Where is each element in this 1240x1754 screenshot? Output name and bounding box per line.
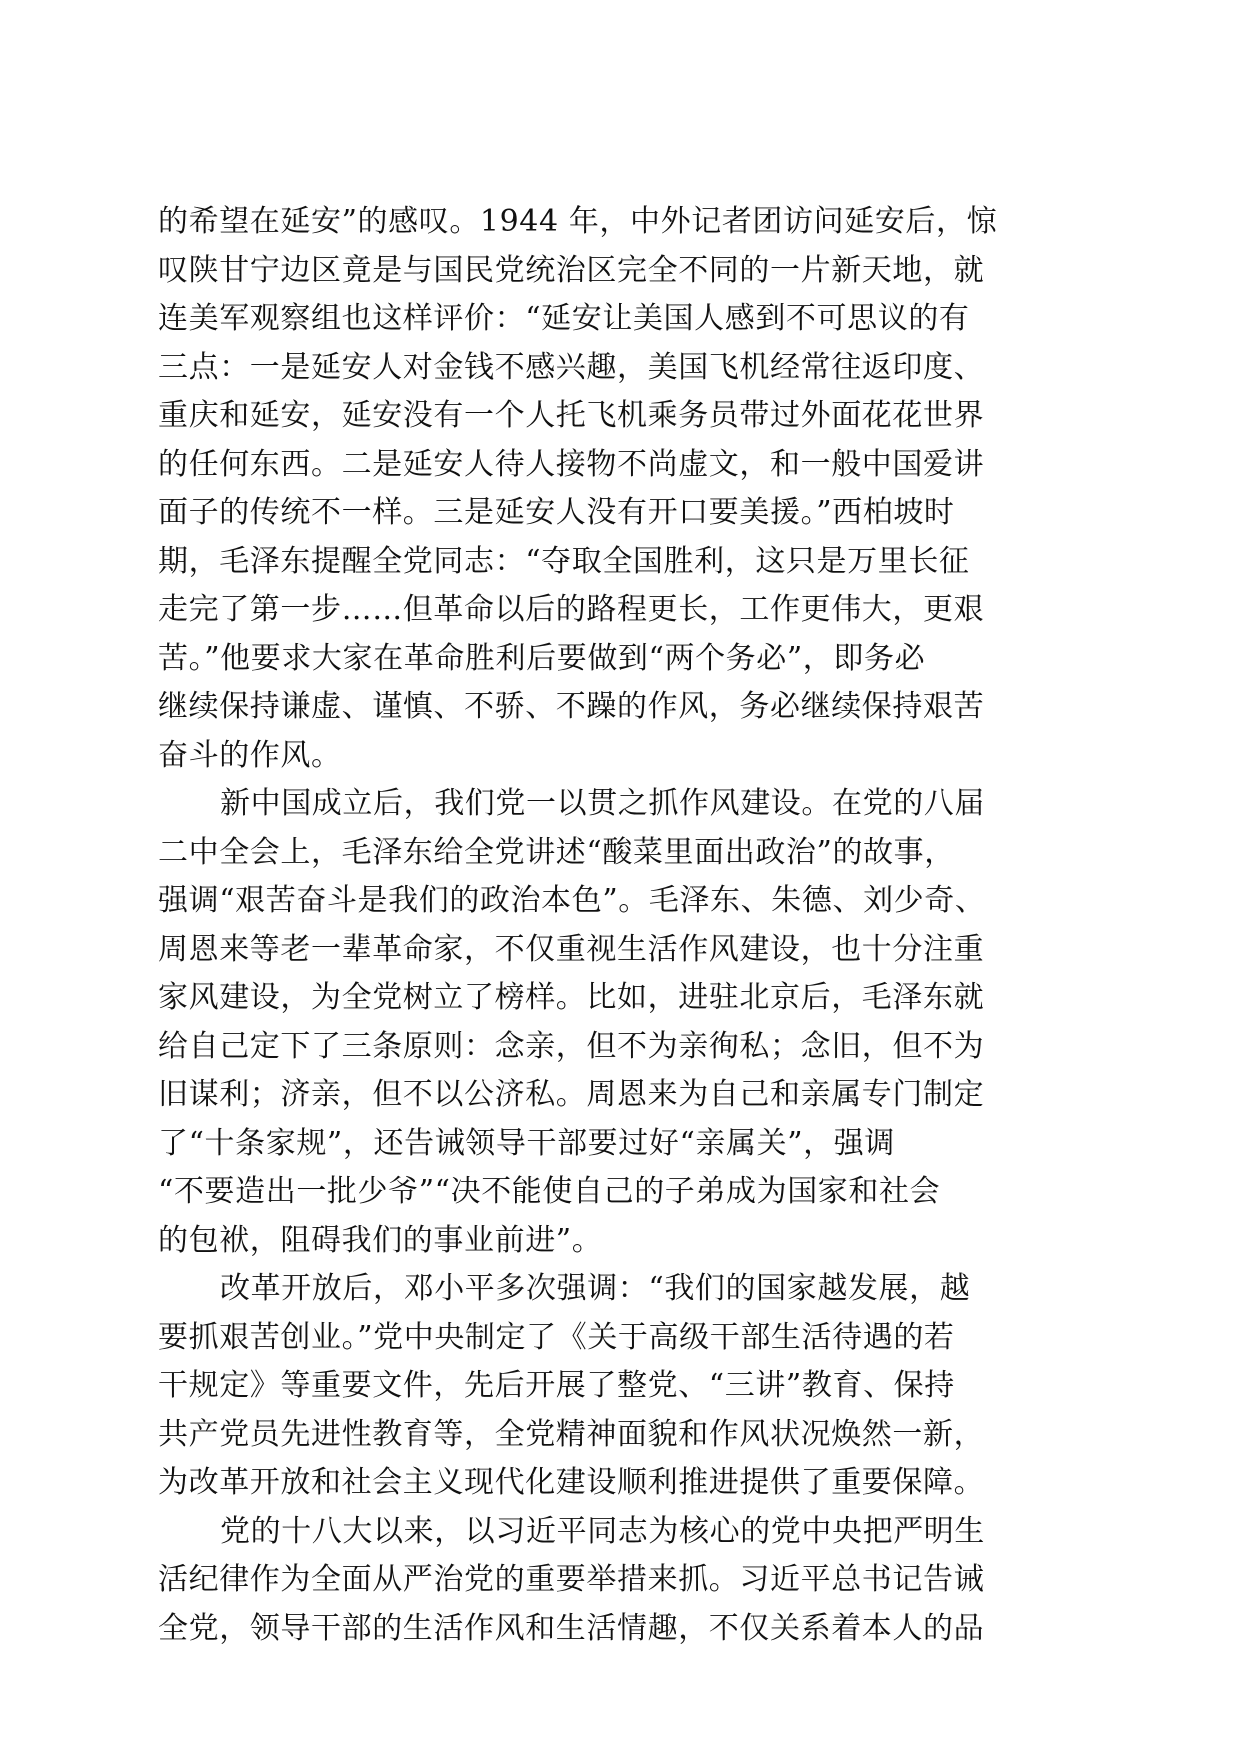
text-line: 要抓艰苦创业。”党中央制定了《关于高级干部生活待遇的若 xyxy=(158,1319,955,1355)
text-line: 共产党员先进性教育等，全党精神面貌和作风状况焕然一新， xyxy=(158,1416,985,1452)
text-line: 重庆和延安，延安没有一个人托飞机乘务员带过外面花花世界 xyxy=(158,398,985,433)
text-line: 的包袱，阻碍我们的事业前进”。 xyxy=(158,1222,603,1258)
text-line: 继续保持谦虚、谨慎、不骄、不躁的作风，务必继续保持艰苦 xyxy=(158,689,985,724)
paragraph-first-line: 改革开放后，邓小平多次强调：“我们的国家越发展，越 xyxy=(220,1271,971,1306)
text-line: 活纪律作为全面从严治党的重要举措来抓。习近平总书记告诫 xyxy=(158,1562,985,1597)
text-line: 的希望在延安”的感叹。1944 年，中外记者团访问延安后，惊 xyxy=(158,204,998,239)
text-line: 期，毛泽东提醒全党同志：“夺取全国胜利，这只是万里长征 xyxy=(158,543,970,579)
text-line: 旧谋利；济亲，但不以公济私。周恩来为自己和亲属专门制定 xyxy=(158,1077,985,1112)
text-line: 全党，领导干部的生活作风和生活情趣，不仅关系着本人的品 xyxy=(158,1610,985,1646)
text-line: 了“十条家规”，还告诫领导干部要过好“亲属关”，强调 xyxy=(158,1125,895,1161)
text-line: 周恩来等老一辈革命家，不仅重视生活作风建设，也十分注重 xyxy=(158,931,985,967)
text-line: 强调“艰苦奋斗是我们的政治本色”。毛泽东、朱德、刘少奇、 xyxy=(158,883,986,918)
text-line: “不要造出一批少爷”“决不能使自己的子弟成为国家和社会 xyxy=(158,1174,941,1209)
text-line: 面子的传统不一样。三是延安人没有开口要美援。”西柏坡时 xyxy=(158,495,955,530)
text-line: 苦。”他要求大家在革命胜利后要做到“两个务必”，即务必 xyxy=(158,640,926,676)
text-line: 家风建设，为全党树立了榜样。比如，进驻北京后，毛泽东就 xyxy=(158,980,985,1015)
text-line: 连美军观察组也这样评价：“延安让美国人感到不可思议的有 xyxy=(158,301,970,336)
text-line: 三点：一是延安人对金钱不感兴趣，美国飞机经常往返印度、 xyxy=(158,349,985,385)
text-line: 二中全会上，毛泽东给全党讲述“酸菜里面出政治”的故事， xyxy=(158,834,955,870)
paragraph-first-line: 新中国成立后，我们党一以贯之抓作风建设。在党的八届 xyxy=(220,786,985,821)
text-line: 的任何东西。二是延安人待人接物不尚虚文，和一般中国爱讲 xyxy=(158,446,985,482)
text-line: 给自己定下了三条原则：念亲，但不为亲徇私；念旧，但不为 xyxy=(158,1028,985,1064)
text-line: 为改革开放和社会主义现代化建设顺利推进提供了重要保障。 xyxy=(158,1465,985,1500)
text-line: 走完了第一步……但革命以后的路程更长，工作更伟大，更艰 xyxy=(158,592,985,627)
document-body xyxy=(158,198,1088,1653)
text-line: 叹陕甘宁边区竟是与国民党统治区完全不同的一片新天地，就 xyxy=(158,252,985,288)
text-line: 奋斗的作风。 xyxy=(158,737,342,773)
paragraph-first-line: 党的十八大以来，以习近平同志为核心的党中央把严明生 xyxy=(220,1513,985,1549)
text-line: 干规定》等重要文件，先后开展了整党、“三讲”教育、保持 xyxy=(158,1368,955,1403)
